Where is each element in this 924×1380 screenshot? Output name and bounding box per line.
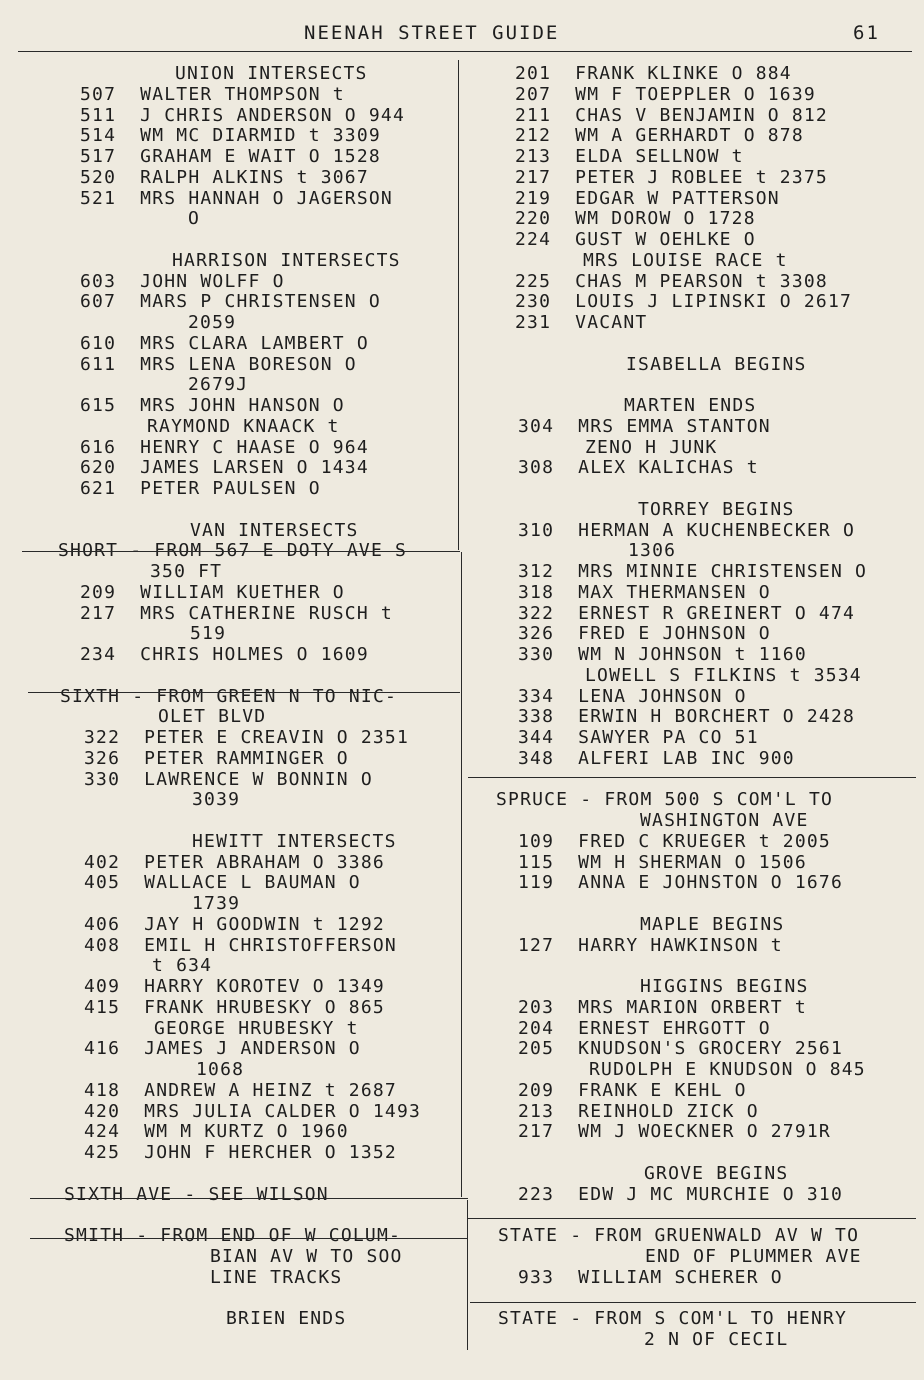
directory-line: 511 J CHRIS ANDERSON O 944: [80, 104, 405, 126]
directory-line: BIAN AV W TO SOO: [210, 1245, 403, 1267]
section-divider: [30, 1238, 468, 1239]
directory-line: RUDOLPH E KNUDSON O 845: [589, 1059, 866, 1080]
directory-line: 406 JAY H GOODWIN t 1292: [84, 913, 385, 935]
directory-line: 2059: [188, 312, 237, 333]
directory-line: 338 ERWIN H BORCHERT O 2428: [518, 706, 856, 728]
directory-line: 344 SAWYER PA CO 51: [518, 727, 759, 748]
directory-line: MARTEN ENDS: [624, 395, 757, 416]
directory-line: MAPLE BEGINS: [640, 913, 785, 935]
directory-line: 212 WM A GERHARDT O 878: [515, 125, 804, 147]
directory-line: 217 PETER J ROBLEE t 2375: [515, 166, 828, 188]
directory-line: t 634: [152, 955, 213, 977]
directory-line: STATE - FROM GRUENWALD AV W TO: [498, 1225, 860, 1246]
directory-line: 204 ERNEST EHRGOTT O: [518, 1017, 771, 1039]
directory-line: 109 FRED C KRUEGER t 2005: [518, 830, 831, 852]
directory-line: 519: [190, 623, 227, 645]
directory-line: 223 EDW J MC MURCHIE O 310: [518, 1183, 843, 1205]
directory-line: 620 JAMES LARSEN O 1434: [80, 457, 369, 479]
directory-line: 616 HENRY C HAASE O 964: [80, 436, 369, 458]
directory-line: 350 FT: [150, 561, 223, 582]
directory-line: 203 MRS MARION ORBERT t: [518, 996, 807, 1018]
directory-line: 201 FRANK KLINKE O 884: [515, 63, 792, 84]
section-divider: [28, 692, 460, 693]
directory-line: SPRUCE - FROM 500 S COM'L TO: [496, 789, 834, 811]
directory-line: HARRISON INTERSECTS: [172, 249, 401, 271]
directory-line: 119 ANNA E JOHNSTON O 1676: [518, 872, 843, 894]
directory-line: 217 MRS CATHERINE RUSCH t: [80, 602, 393, 624]
directory-line: 416 JAMES J ANDERSON O: [84, 1038, 361, 1060]
directory-line: O: [188, 208, 201, 230]
directory-line: 217 WM J WOECKNER O 2791R: [518, 1121, 831, 1143]
directory-line: 209 FRANK E KEHL O: [518, 1079, 747, 1101]
directory-line: 322 PETER E CREAVIN O 2351: [84, 727, 409, 748]
directory-line: MRS LOUISE RACE t: [583, 249, 788, 271]
directory-line: SHORT - FROM 567 E DOTY AVE S: [58, 540, 408, 562]
directory-line: 514 WM MC DIARMID t 3309: [80, 125, 381, 147]
directory-line: 334 LENA JOHNSON O: [518, 685, 747, 707]
directory-line: LOWELL S FILKINS t 3534: [585, 664, 862, 686]
header-rule: [18, 51, 912, 52]
directory-line: 224 GUST W OEHLKE O: [515, 229, 756, 250]
column-divider: [467, 1200, 468, 1350]
directory-line: HEWITT INTERSECTS: [192, 830, 397, 852]
directory-line: 402 PETER ABRAHAM O 3386: [84, 851, 385, 873]
directory-line: 205 KNUDSON'S GROCERY 2561: [518, 1038, 843, 1060]
directory-line: 127 HARRY HAWKINSON t: [518, 934, 783, 956]
directory-line: 615 MRS JOHN HANSON O: [80, 395, 345, 416]
directory-line: 409 HARRY KOROTEV O 1349: [84, 976, 385, 997]
directory-line: 330 LAWRENCE W BONNIN O: [84, 768, 373, 790]
directory-line: 326 PETER RAMMINGER O: [84, 747, 349, 769]
directory-line: 310 HERMAN A KUCHENBECKER O: [518, 519, 856, 541]
directory-line: 933 WILLIAM SCHERER O: [518, 1266, 783, 1288]
directory-line: 330 WM N JOHNSON t 1160: [518, 644, 807, 665]
directory-line: 234 CHRIS HOLMES O 1609: [80, 644, 369, 665]
directory-line: 405 WALLACE L BAUMAN O: [84, 872, 361, 894]
directory-line: GEORGE HRUBESKY t: [154, 1017, 359, 1039]
directory-line: 213 ELDA SELLNOW t: [515, 146, 744, 167]
directory-line: 517 GRAHAM E WAIT O 1528: [80, 146, 381, 167]
directory-line: VAN INTERSECTS: [190, 519, 359, 541]
directory-line: 507 WALTER THOMPSON t: [80, 83, 345, 105]
directory-line: 611 MRS LENA BORESON O: [80, 353, 357, 375]
directory-line: 213 REINHOLD ZICK O: [518, 1100, 759, 1122]
column-divider: [461, 552, 462, 1197]
directory-line: STATE - FROM S COM'L TO HENRY: [498, 1308, 848, 1329]
directory-line: 521 MRS HANNAH O JAGERSON: [80, 187, 393, 209]
directory-line: 1068: [196, 1059, 245, 1080]
directory-line: 115 WM H SHERMAN O 1506: [518, 851, 807, 873]
directory-line: SIXTH AVE - SEE WILSON: [64, 1183, 329, 1205]
directory-line: 348 ALFERI LAB INC 900: [518, 747, 795, 769]
directory-line: 425 JOHN F HERCHER O 1352: [84, 1142, 397, 1163]
directory-line: 211 CHAS V BENJAMIN O 812: [515, 104, 828, 126]
directory-line: 209 WILLIAM KUETHER O: [80, 581, 345, 603]
directory-line: 603 JOHN WOLFF O: [80, 270, 285, 292]
directory-line: 424 WM M KURTZ O 1960: [84, 1121, 349, 1143]
directory-line: 2 N OF CECIL: [644, 1328, 789, 1350]
directory-line: HIGGINS BEGINS: [640, 976, 809, 997]
directory-line: 230 LOUIS J LIPINSKI O 2617: [515, 291, 853, 313]
directory-line: ZENO H JUNK: [585, 436, 718, 458]
directory-line: 2679J: [188, 374, 249, 396]
section-divider: [22, 551, 460, 552]
directory-line: 1739: [192, 893, 241, 914]
directory-line: 415 FRANK HRUBESKY O 865: [84, 996, 385, 1018]
directory-line: 607 MARS P CHRISTENSEN O: [80, 291, 381, 313]
directory-line: 318 MAX THERMANSEN O: [518, 581, 771, 603]
directory-line: 312 MRS MINNIE CHRISTENSEN O: [518, 561, 868, 582]
directory-line: UNION INTERSECTS: [175, 63, 368, 84]
section-divider: [468, 777, 916, 778]
directory-line: OLET BLVD: [158, 706, 267, 728]
directory-line: TORREY BEGINS: [638, 498, 795, 520]
directory-line: 520 RALPH ALKINS t 3067: [80, 166, 369, 188]
directory-line: 219 EDGAR W PATTERSON: [515, 187, 780, 209]
directory-line: RAYMOND KNAACK t: [147, 415, 340, 437]
directory-line: 3039: [192, 789, 241, 811]
page-number: 61: [853, 22, 880, 44]
directory-line: 326 FRED E JOHNSON O: [518, 623, 771, 645]
directory-line: GROVE BEGINS: [644, 1162, 789, 1184]
directory-line: 304 MRS EMMA STANTON: [518, 415, 771, 437]
directory-line: 322 ERNEST R GREINERT O 474: [518, 602, 856, 624]
page-title: NEENAH STREET GUIDE: [304, 22, 560, 44]
column-divider: [458, 60, 459, 550]
directory-line: 610 MRS CLARA LAMBERT O: [80, 332, 369, 354]
directory-line: 420 MRS JULIA CALDER O 1493: [84, 1100, 422, 1122]
directory-line: 1306: [628, 540, 677, 562]
directory-line: END OF PLUMMER AVE: [645, 1245, 862, 1267]
directory-line: 621 PETER PAULSEN O: [80, 478, 321, 499]
directory-line: ISABELLA BEGINS: [626, 353, 807, 375]
directory-line: SIXTH - FROM GREEN N TO NIC-: [60, 685, 398, 707]
section-divider: [470, 1302, 916, 1303]
directory-line: 220 WM DOROW O 1728: [515, 208, 756, 230]
section-divider: [468, 1218, 916, 1219]
directory-line: SMITH - FROM END OF W COLUM-: [64, 1225, 402, 1246]
directory-line: 231 VACANT: [515, 312, 648, 333]
directory-line: 308 ALEX KALICHAS t: [518, 457, 759, 479]
directory-line: 418 ANDREW A HEINZ t 2687: [84, 1079, 397, 1101]
directory-line: BRIEN ENDS: [226, 1308, 347, 1329]
section-divider: [30, 1198, 468, 1199]
directory-line: 207 WM F TOEPPLER O 1639: [515, 83, 816, 105]
directory-line: WASHINGTON AVE: [640, 810, 809, 831]
directory-line: 225 CHAS M PEARSON t 3308: [515, 270, 828, 292]
directory-line: LINE TRACKS: [210, 1266, 343, 1288]
directory-line: 408 EMIL H CHRISTOFFERSON: [84, 934, 397, 956]
